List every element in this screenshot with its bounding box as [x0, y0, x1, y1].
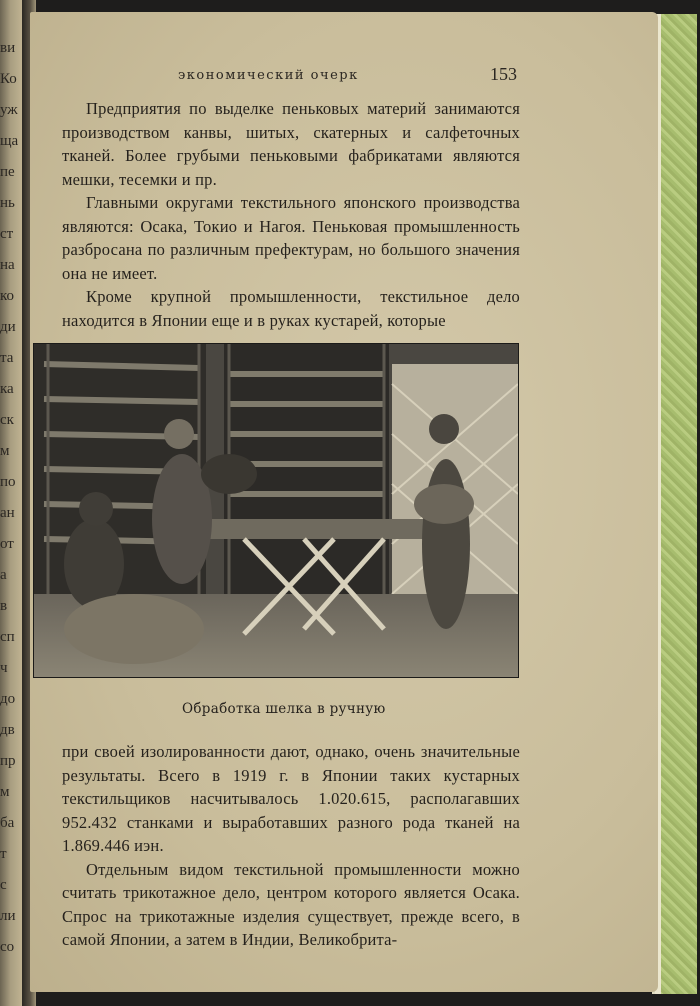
- facing-page-fragment: ан: [0, 505, 15, 521]
- facing-page-fragment: до: [0, 691, 16, 707]
- facing-page-fragment: м: [0, 784, 10, 800]
- page-number: 153: [490, 64, 517, 84]
- facing-page-fragment: ви: [0, 40, 16, 56]
- running-head: экономический очерк: [178, 68, 359, 83]
- facing-page-fragment: пе: [0, 164, 15, 180]
- top-text-block: [62, 97, 520, 332]
- facing-page-fragment: ба: [0, 815, 15, 831]
- paragraph: Предприятия по выделке пеньковых материй занимаются производством канвы, шитых, скатерных и салфеточных тканей. Более грубыми пеньковыми фабрикатами являются мешки, тесемки и пр.: [62, 99, 520, 189]
- facing-page-fragment: дв: [0, 722, 15, 738]
- facing-page-fragment: от: [0, 536, 14, 552]
- facing-page-fragment: т: [0, 846, 7, 862]
- paragraph: Главными округами текстильного японского производства являются: Осака, Токио и Нагоя. Пеньковая промышленность разбросана по различным префектурам, но большого значения она не имеет.: [62, 193, 520, 283]
- facing-page-fragment: м: [0, 443, 10, 459]
- facing-page-fragment: в: [0, 598, 8, 614]
- facing-page-fragment: ко: [0, 288, 15, 304]
- facing-page-fragment: ст: [0, 226, 14, 242]
- facing-page-fragment: та: [0, 350, 14, 366]
- photograph-silk-processing: [33, 343, 519, 678]
- facing-page-fragment: Ко: [0, 71, 17, 87]
- figure-caption: Обработка шелка в ручную: [182, 701, 386, 717]
- paragraph: при своей изолированности дают, однако, очень значительные результаты. Всего в 1919 г. в Японии таких кустарных текстильщиков насчитывалось 1.020.615, располагавших 952.432 станками и выработавших разного рода тканей на 1.869.446 иэн.: [62, 742, 520, 855]
- facing-page-fragment: ч: [0, 660, 8, 676]
- facing-page-fragment: со: [0, 939, 15, 955]
- photo-illustration: [34, 344, 518, 677]
- facing-page-fragment: а: [0, 567, 7, 583]
- facing-page-fragment: ск: [0, 412, 14, 428]
- facing-page-fragment: по: [0, 474, 16, 490]
- facing-page-fragment: сп: [0, 629, 15, 645]
- bottom-text-block: [62, 740, 520, 952]
- facing-page-fragment: ка: [0, 381, 14, 397]
- facing-page-fragment: ди: [0, 319, 16, 335]
- book-cover-edge: [652, 14, 697, 994]
- facing-page-fragment: уж: [0, 102, 18, 118]
- facing-page-fragment: на: [0, 257, 15, 273]
- facing-page-fragment: с: [0, 877, 7, 893]
- facing-page-fragment: нь: [0, 195, 15, 211]
- paragraph: Отдельным видом текстильной промышленности можно считать трикотажное дело, центром которого является Осака. Спрос на трикотажные изделия существует, прежде всего, в самой Японии, а затем в Индии, Великобрита-: [62, 859, 520, 949]
- facing-page-fragment: пр: [0, 753, 16, 769]
- facing-page-fragment: ща: [0, 133, 19, 149]
- facing-page-fragment: ли: [0, 908, 16, 924]
- paragraph: Кроме крупной промышленности, текстильное дело находится в Японии еще и в руках кустарей, которые: [62, 287, 520, 330]
